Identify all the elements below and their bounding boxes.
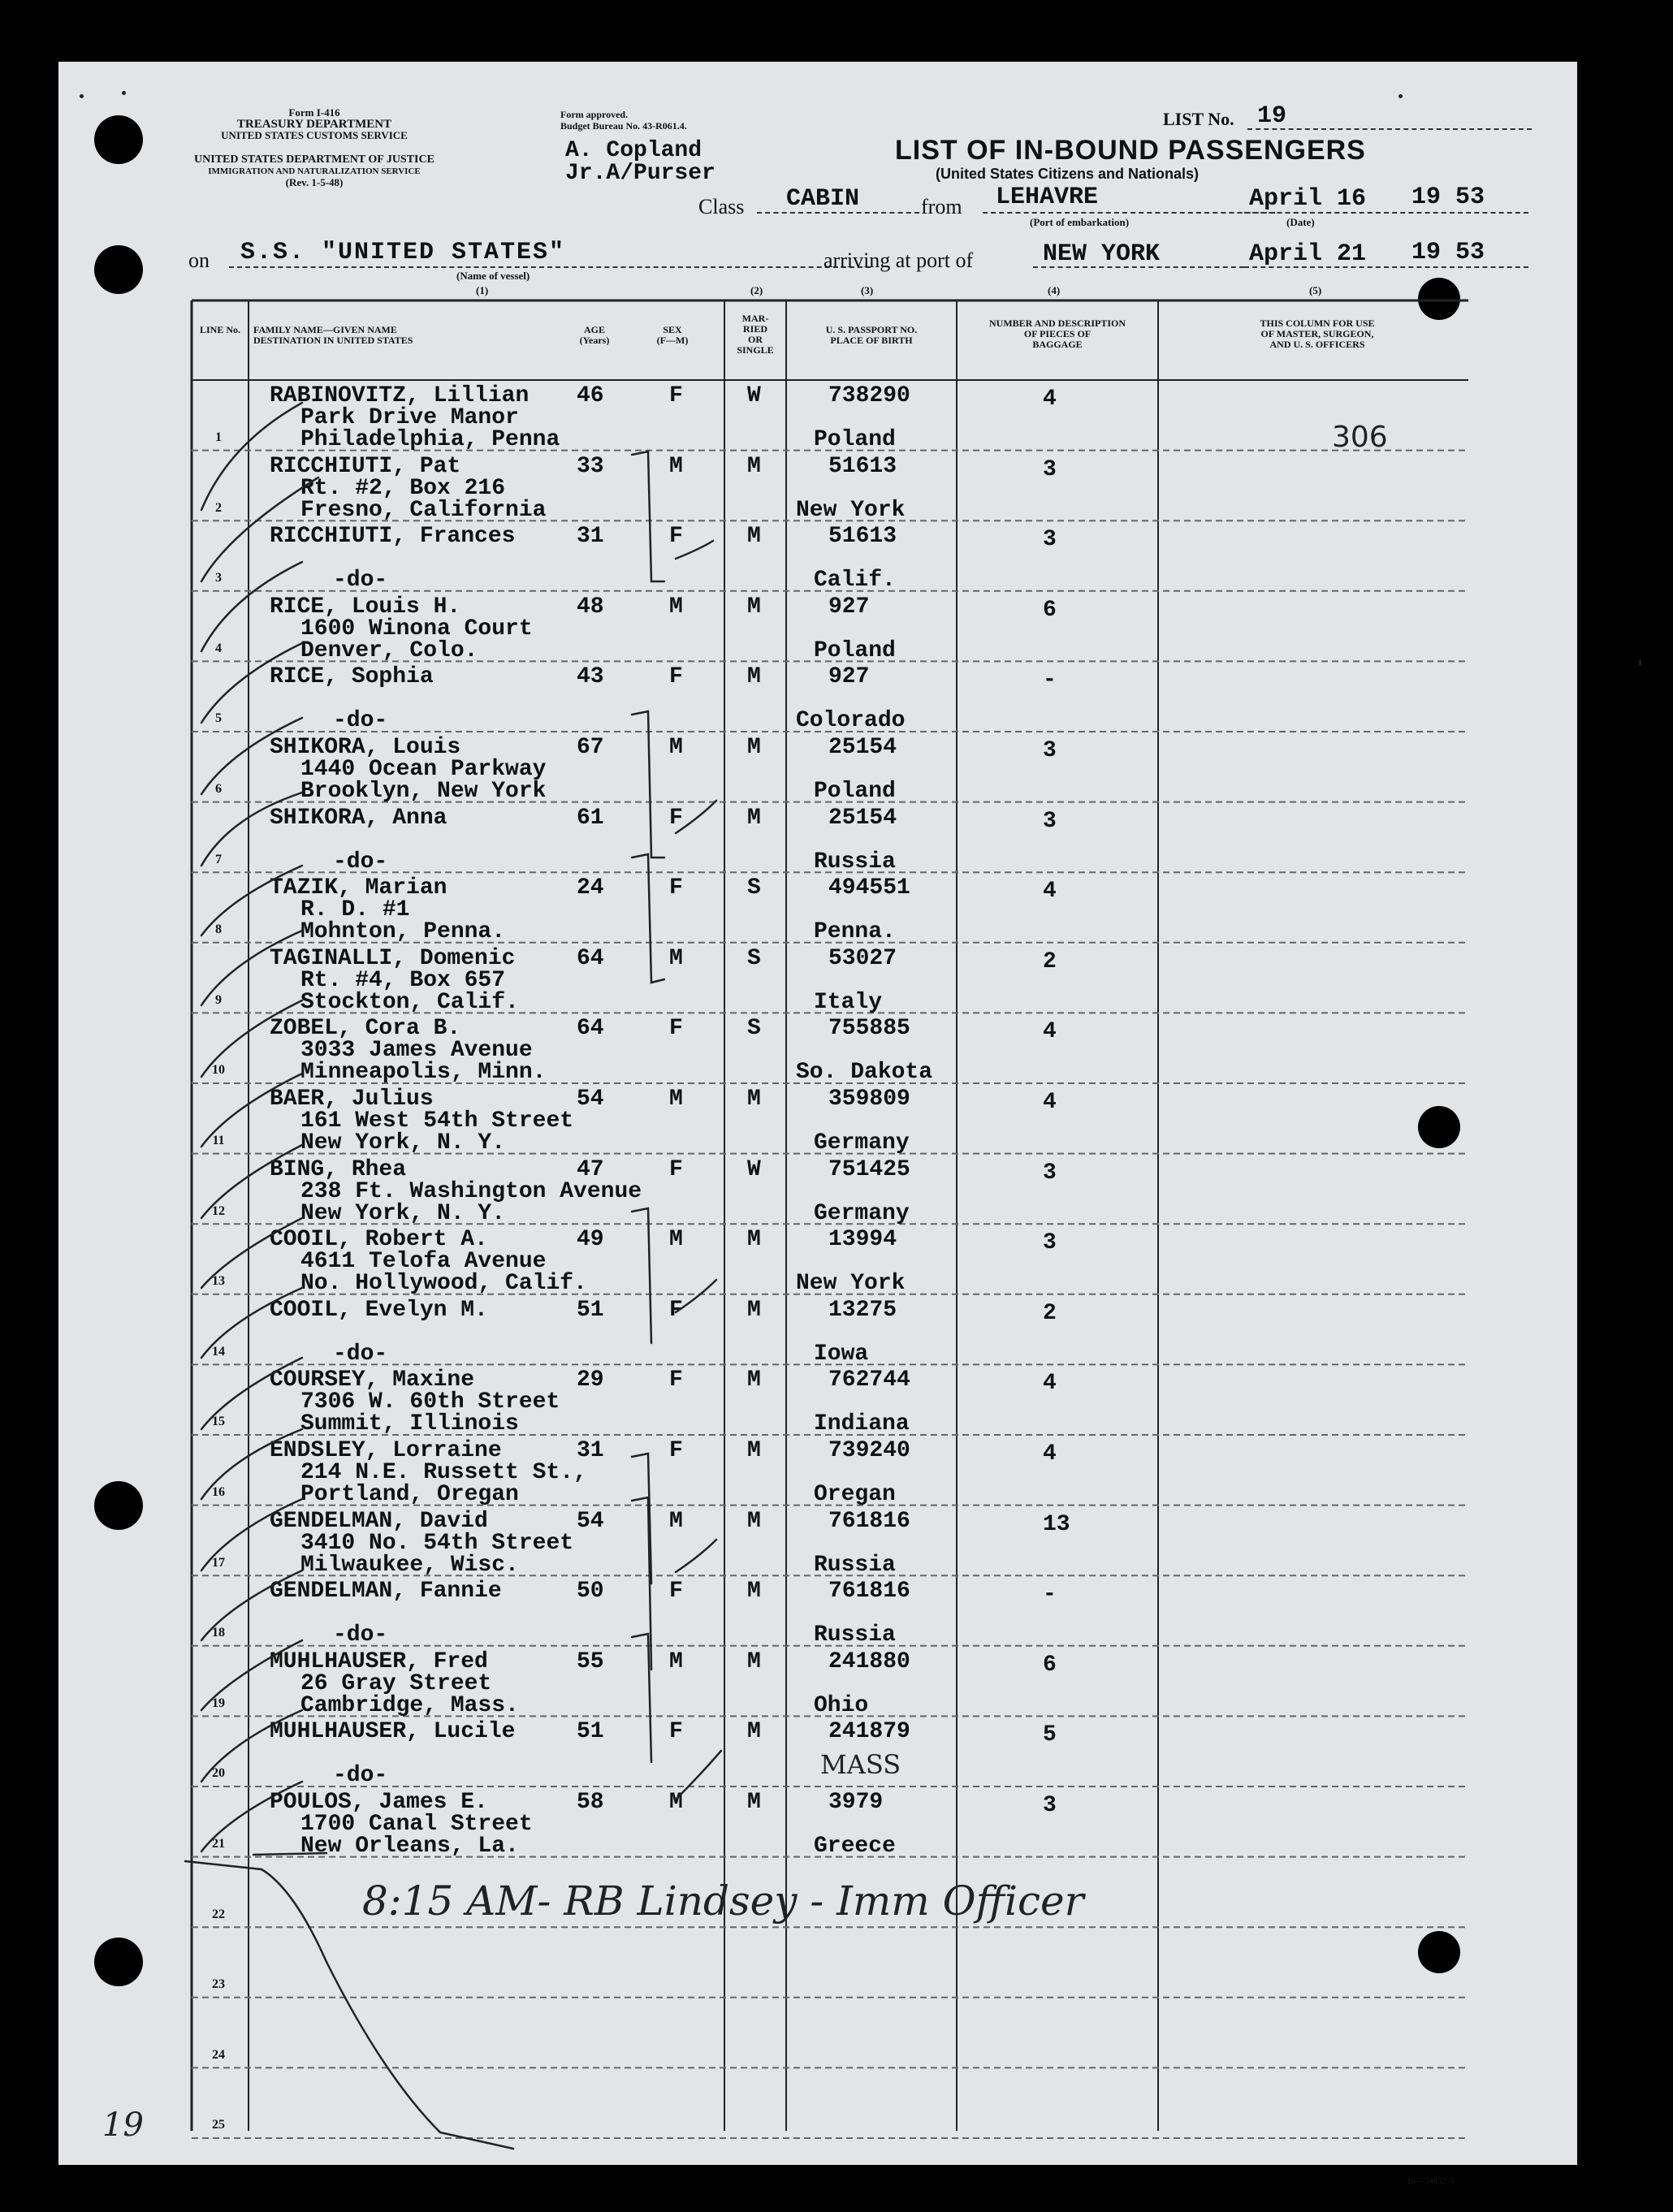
baggage-count: 4 — [1043, 1090, 1057, 1115]
age: 48 — [577, 594, 604, 620]
line-number: 25 — [212, 2118, 225, 2132]
baggage-count: 4 — [1043, 1371, 1057, 1397]
marital-status: M — [747, 1790, 761, 1815]
line-number: 24 — [212, 2047, 225, 2062]
sex: M — [669, 594, 683, 620]
purser-title: Jr.A/Purser — [565, 161, 715, 186]
address-line-2: Philadelphia, Penna — [300, 427, 560, 452]
birthplace: Germany — [814, 1130, 910, 1156]
line-number: 10 — [212, 1063, 225, 1078]
list-title: LIST OF IN-BOUND PASSENGERS — [895, 135, 1366, 166]
speck — [1639, 659, 1641, 666]
address-line-2: -do- — [333, 568, 388, 594]
marital-status: W — [747, 1156, 761, 1182]
baggage-count: 5 — [1043, 1722, 1057, 1748]
line-number: 9 — [215, 992, 222, 1007]
depart-date: April 16 — [1249, 185, 1367, 213]
passenger-name: RICCHIUTI, Pat — [270, 453, 461, 479]
form-approved: Form approved. — [560, 109, 629, 120]
punch-hole — [94, 115, 143, 164]
form-info — [188, 107, 440, 141]
col-birthplace-text: PLACE OF BIRTH — [830, 335, 913, 346]
passenger-name: TAGINALLI, Domenic — [270, 945, 516, 971]
marital-status: M — [747, 594, 761, 620]
sex: M — [669, 945, 683, 971]
address-line-1: 1440 Ocean Parkway — [300, 757, 547, 782]
arriving-label: arriving at port of — [824, 248, 974, 272]
passenger-name: SHIKORA, Louis — [270, 735, 461, 760]
baggage-count: 6 — [1043, 597, 1057, 623]
birthplace: Germany — [814, 1200, 910, 1226]
col-num-2: (2) — [750, 284, 763, 296]
line-number: 11 — [212, 1134, 225, 1147]
sex: F — [669, 1438, 683, 1463]
punch-hole — [94, 245, 143, 294]
birthplace: Iowa — [814, 1341, 869, 1367]
marital-status: M — [747, 1508, 761, 1534]
passenger-name: BAER, Julius — [270, 1087, 434, 1112]
col-sex-sub: (F—M) — [656, 335, 689, 346]
purser-name: A. Copland — [565, 138, 702, 163]
line-number: 6 — [215, 782, 222, 796]
sex: M — [669, 1648, 683, 1674]
line-number: 7 — [215, 852, 222, 866]
date-line — [1244, 212, 1528, 214]
birthplace: Poland — [814, 779, 896, 804]
passenger-name: TAZIK, Marian — [270, 875, 447, 901]
address-line-2: Fresno, California — [300, 497, 547, 523]
arrival-year: 19 53 — [1411, 239, 1485, 266]
col-married-1: MAR- — [741, 313, 769, 324]
punch-hole — [1418, 1106, 1460, 1148]
col-head-sex — [640, 325, 705, 346]
address-line-2: No. Hollywood, Calif. — [300, 1271, 587, 1297]
dept-customs: UNITED STATES CUSTOMS SERVICE — [221, 129, 408, 141]
baggage-count: 3 — [1043, 1793, 1057, 1818]
col-name-text: FAMILY NAME—GIVEN NAME — [253, 324, 397, 335]
vessel-caption: (Name of vessel) — [456, 270, 530, 282]
sex: F — [669, 1367, 683, 1393]
sex: F — [669, 1016, 683, 1042]
col-baggage-2: OF PIECES OF — [1023, 328, 1092, 339]
col-age-text: AGE — [583, 324, 605, 335]
on-label: on — [188, 248, 210, 272]
passport-number: 927 — [828, 594, 870, 620]
address-line-2: Cambridge, Mass. — [300, 1692, 519, 1718]
age: 49 — [577, 1227, 604, 1253]
address-line-1: 3033 James Avenue — [300, 1038, 533, 1064]
dept-immigration: IMMIGRATION AND NATURALIZATION SERVICE — [208, 166, 421, 176]
line-number: 15 — [212, 1415, 225, 1429]
line-number: 19 — [212, 1696, 225, 1710]
address-line-2: Portland, Oregan — [300, 1482, 519, 1507]
birthplace: Ohio — [814, 1692, 869, 1718]
baggage-count: 3 — [1043, 1230, 1057, 1256]
line-number: 20 — [212, 1766, 225, 1781]
col-num-3: (3) — [861, 284, 874, 296]
marital-status: M — [747, 1367, 761, 1393]
col-head-officers — [1236, 318, 1398, 350]
age: 31 — [577, 524, 604, 550]
address-line-2: Stockton, Calif. — [300, 989, 519, 1015]
age: 31 — [577, 1438, 604, 1463]
arrival-date: April 21 — [1249, 240, 1367, 268]
sex: M — [669, 1227, 683, 1253]
passport-number: 761816 — [828, 1508, 910, 1534]
birthplace: Russia — [814, 849, 896, 875]
col-baggage-1: NUMBER AND DESCRIPTION — [988, 318, 1126, 329]
passenger-name: BING, Rhea — [270, 1156, 407, 1182]
birthplace: So. Dakota — [796, 1060, 933, 1086]
class-value: CABIN — [786, 185, 860, 213]
line-number: 3 — [215, 571, 222, 585]
baggage-count: 2 — [1043, 948, 1057, 974]
address-line-1: R. D. #1 — [300, 897, 410, 923]
col-head-age — [562, 325, 627, 346]
depart-year: 19 53 — [1411, 184, 1485, 211]
age: 54 — [577, 1087, 604, 1112]
address-line-2: New York, N. Y. — [300, 1200, 506, 1226]
address-line-1: 161 West 54th Street — [300, 1108, 574, 1134]
speck — [1398, 94, 1403, 98]
from-value: LEHAVRE — [996, 184, 1099, 211]
passenger-name: ENDSLEY, Lorraine — [270, 1438, 502, 1463]
marital-status: M — [747, 1087, 761, 1112]
col-married-4: SINGLE — [737, 344, 774, 356]
baggage-count: 13 — [1043, 1511, 1070, 1537]
sex: F — [669, 524, 683, 550]
age: 43 — [577, 664, 604, 690]
line-number: 17 — [212, 1555, 225, 1570]
budget-bureau: Budget Bureau No. 43-R061.4. — [560, 120, 687, 132]
baggage-count: 4 — [1043, 1019, 1057, 1045]
address-line-1: 1700 Canal Street — [300, 1812, 533, 1837]
col-officers-1: THIS COLUMN FOR USE — [1260, 318, 1375, 329]
passenger-name: MUHLHAUSER, Lucile — [270, 1719, 516, 1745]
address-line-2: Minneapolis, Minn. — [300, 1060, 547, 1086]
address-line-1: 1600 Winona Court — [300, 616, 533, 642]
address-line-2: -do- — [333, 1622, 388, 1648]
line-number: 18 — [212, 1626, 225, 1640]
passport-number: 241879 — [828, 1719, 910, 1745]
list-no-line — [1247, 128, 1532, 130]
address-line-2: Mohnton, Penna. — [300, 919, 506, 945]
officer-number: 306 — [1332, 421, 1388, 454]
passenger-name: COURSEY, Maxine — [270, 1367, 475, 1393]
age: 50 — [577, 1579, 604, 1605]
col-sex-text: SEX — [663, 324, 682, 335]
baggage-count: 2 — [1043, 1300, 1057, 1326]
passenger-name: POULOS, James E. — [270, 1790, 488, 1815]
baggage-count: 3 — [1043, 1160, 1057, 1186]
age: 46 — [577, 383, 604, 408]
marital-status: S — [747, 945, 761, 971]
birthplace: Penna. — [814, 919, 896, 945]
age: 51 — [577, 1719, 604, 1745]
passenger-name: RICE, Sophia — [270, 664, 434, 690]
col-officers-2: OF MASTER, SURGEON, — [1260, 328, 1374, 339]
birthplace: Indiana — [814, 1411, 910, 1437]
birthplace: Russia — [814, 1622, 896, 1648]
punch-hole — [94, 1938, 143, 1986]
passport-number: 25154 — [828, 735, 897, 760]
address-line-2: -do- — [333, 1763, 388, 1789]
address-line-1: 7306 W. 60th Street — [300, 1389, 560, 1415]
passport-number: 359809 — [828, 1087, 910, 1112]
passport-number: 927 — [828, 664, 870, 690]
col-baggage-3: BAGGAGE — [1032, 339, 1083, 350]
address-line-2: Denver, Colo. — [300, 637, 478, 663]
birthplace: Calif. — [814, 568, 896, 594]
baggage-count: 3 — [1043, 738, 1057, 763]
birthplace: New York — [796, 1271, 906, 1297]
list-subtitle: (United States Citizens and Nationals) — [936, 166, 1200, 182]
sex: M — [669, 735, 683, 760]
col-head-passport — [789, 325, 953, 346]
page-number-handwritten: 19 — [102, 2106, 144, 2144]
age: 64 — [577, 1016, 604, 1042]
passport-number: 751425 — [828, 1156, 910, 1182]
sex: F — [669, 1297, 683, 1323]
sex: F — [669, 383, 683, 408]
line-number: 1 — [215, 430, 222, 444]
age: 47 — [577, 1156, 604, 1182]
punch-hole — [1418, 1931, 1460, 1973]
birthplace: Italy — [814, 989, 883, 1015]
passenger-name: RICE, Louis H. — [270, 594, 461, 620]
line-number: 12 — [212, 1203, 225, 1218]
arrival-port: NEW YORK — [1043, 240, 1161, 268]
address-line-2: -do- — [333, 1341, 388, 1367]
vessel-name: S.S. "UNITED STATES" — [240, 239, 566, 266]
approval — [560, 109, 723, 132]
sex: M — [669, 1087, 683, 1112]
col-num-1: (1) — [476, 284, 489, 296]
arrival-date-line — [1244, 266, 1528, 268]
marital-status: M — [747, 1438, 761, 1463]
from-label: from — [921, 195, 962, 218]
age: 51 — [577, 1297, 604, 1323]
marital-status: M — [747, 453, 761, 479]
passenger-name: ZOBEL, Cora B. — [270, 1016, 461, 1042]
class-line — [757, 212, 919, 214]
sex: F — [669, 1719, 683, 1745]
address-line-1: 4611 Telofa Avenue — [300, 1249, 547, 1275]
passport-number: 739240 — [828, 1438, 910, 1463]
line-number: 16 — [212, 1485, 225, 1499]
passport-number: 51613 — [828, 524, 897, 550]
line-number: 8 — [215, 922, 222, 937]
marital-status: M — [747, 1719, 761, 1745]
address-line-1: Rt. #4, Box 657 — [300, 967, 506, 993]
baggage-count: 3 — [1043, 527, 1057, 553]
col-head-line-no: LINE No. — [199, 324, 240, 335]
address-line-2: -do- — [333, 849, 388, 875]
form-print-number: 16—54652-5 — [1407, 2176, 1455, 2186]
col-married-2: RIED — [742, 323, 767, 335]
date-caption: (Date) — [1286, 216, 1315, 228]
address-line-1: Rt. #2, Box 216 — [300, 475, 506, 501]
list-no-label: LIST No. — [1163, 109, 1234, 129]
admission-note: 8:15 AM- RB Lindsey - Imm Officer — [362, 1877, 1084, 1925]
marital-status: M — [747, 1579, 761, 1605]
port-line — [1033, 266, 1244, 268]
form-info-2 — [185, 154, 443, 188]
address-line-1: 26 Gray Street — [300, 1670, 492, 1696]
birthplace: Greece — [814, 1834, 896, 1859]
baggage-count: 4 — [1043, 1441, 1057, 1467]
marital-status: M — [747, 1297, 761, 1323]
birthplace: Oregan — [814, 1482, 896, 1507]
address-line-2: Milwaukee, Wisc. — [300, 1552, 519, 1578]
address-line-2: New Orleans, La. — [300, 1834, 519, 1859]
baggage-count: 4 — [1043, 387, 1057, 412]
line-number: 5 — [215, 711, 222, 726]
age: 29 — [577, 1367, 604, 1393]
address-line-2: Summit, Illinois — [300, 1411, 519, 1437]
manifest-page — [58, 62, 1577, 2186]
sex: F — [669, 1156, 683, 1182]
col-head-baggage — [960, 318, 1155, 350]
port-embark-caption: (Port of embarkation) — [1030, 216, 1130, 228]
line-number: 22 — [212, 1907, 225, 1921]
marital-status: S — [747, 875, 761, 901]
passport-number: 3979 — [828, 1790, 884, 1815]
passenger-name: GENDELMAN, Fannie — [270, 1579, 502, 1605]
speck — [122, 91, 126, 95]
birthplace: New York — [796, 497, 906, 523]
passenger-name: GENDELMAN, David — [270, 1508, 488, 1534]
passport-number: 13275 — [828, 1297, 897, 1323]
line-number: 14 — [212, 1344, 225, 1359]
dept-treasury: TREASURY DEPARTMENT — [236, 118, 392, 131]
passport-number: 241880 — [828, 1648, 910, 1674]
sex: F — [669, 1579, 683, 1605]
line-number: 2 — [215, 500, 222, 515]
marital-status: M — [747, 1227, 761, 1253]
col-married-3: OR — [748, 334, 763, 345]
marital-status: S — [747, 1016, 761, 1042]
passport-number: 25154 — [828, 805, 897, 831]
sex: F — [669, 664, 683, 690]
punch-hole — [1418, 278, 1460, 320]
col-num-5: (5) — [1309, 284, 1322, 296]
baggage-count: 4 — [1043, 879, 1057, 905]
form-number: Form I-416 — [288, 106, 340, 119]
passport-number: 494551 — [828, 875, 910, 901]
sex: F — [669, 805, 683, 831]
vessel-line — [229, 266, 871, 268]
col-passport-text: U. S. PASSPORT NO. — [825, 324, 918, 335]
sex: M — [669, 1508, 683, 1534]
passport-number: 738290 — [828, 383, 910, 408]
dept-justice: UNITED STATES DEPARTMENT OF JUSTICE — [194, 153, 434, 166]
baggage-count: 3 — [1043, 456, 1057, 482]
passenger-name: RABINOVITZ, Lillian — [270, 383, 530, 408]
passport-number: 51613 — [828, 453, 897, 479]
marital-status: M — [747, 664, 761, 690]
col-head-name — [253, 325, 448, 346]
baggage-count: 3 — [1043, 808, 1057, 834]
sex: M — [669, 453, 683, 479]
birthplace: Colorado — [796, 708, 906, 734]
birthplace-handwritten: MASS — [820, 1749, 901, 1780]
marital-status: M — [747, 1648, 761, 1674]
birthplace: Poland — [814, 427, 896, 452]
from-line — [983, 212, 1275, 214]
marital-status: W — [747, 383, 761, 408]
col-head-married — [726, 313, 785, 356]
address-line-1: 238 Ft. Washington Avenue — [300, 1178, 642, 1204]
age: 58 — [577, 1790, 604, 1815]
age: 55 — [577, 1648, 604, 1674]
age: 54 — [577, 1508, 604, 1534]
passenger-name: RICCHIUTI, Frances — [270, 524, 516, 550]
line-number: 23 — [212, 1977, 225, 1992]
revision: (Rev. 1-5-48) — [285, 176, 344, 188]
passport-number: 53027 — [828, 945, 897, 971]
address-line-1: 3410 No. 54th Street — [300, 1530, 574, 1556]
line-number: 4 — [215, 641, 222, 655]
passport-number: 761816 — [828, 1579, 910, 1605]
punch-hole — [94, 1481, 143, 1530]
sex: F — [669, 875, 683, 901]
passenger-name: MUHLHAUSER, Fred — [270, 1648, 488, 1674]
address-line-1: Park Drive Manor — [300, 405, 519, 430]
line-number: 21 — [212, 1837, 225, 1851]
passenger-name: COOIL, Evelyn M. — [270, 1297, 488, 1323]
class-label: Class — [698, 195, 745, 218]
address-line-2: -do- — [333, 708, 388, 734]
passport-number: 13994 — [828, 1227, 897, 1253]
speck — [80, 94, 84, 98]
age: 64 — [577, 945, 604, 971]
baggage-count: 6 — [1043, 1652, 1057, 1678]
passenger-name: SHIKORA, Anna — [270, 805, 447, 831]
passport-number: 762744 — [828, 1367, 910, 1393]
passport-number: 755885 — [828, 1016, 910, 1042]
col-num-4: (4) — [1048, 284, 1061, 296]
age: 24 — [577, 875, 604, 901]
marital-status: M — [747, 524, 761, 550]
age: 67 — [577, 735, 604, 760]
line-number: 13 — [212, 1274, 225, 1289]
age: 33 — [577, 453, 604, 479]
birthplace: Russia — [814, 1552, 896, 1578]
address-line-2: New York, N. Y. — [300, 1130, 506, 1156]
address-line-2: Brooklyn, New York — [300, 779, 547, 804]
baggage-count: - — [1043, 1582, 1057, 1608]
birthplace: Poland — [814, 637, 896, 663]
list-no-value: 19 — [1257, 102, 1287, 130]
marital-status: M — [747, 805, 761, 831]
age: 61 — [577, 805, 604, 831]
col-age-sub: (Years) — [579, 335, 610, 346]
col-officers-3: AND U. S. OFFICERS — [1269, 339, 1365, 350]
baggage-count: - — [1043, 667, 1057, 693]
passenger-name: COOIL, Robert A. — [270, 1227, 488, 1253]
address-line-1: 214 N.E. Russett St., — [300, 1460, 587, 1485]
marital-status: M — [747, 735, 761, 760]
sex: M — [669, 1790, 683, 1815]
col-destination-text: DESTINATION IN UNITED STATES — [253, 335, 413, 346]
